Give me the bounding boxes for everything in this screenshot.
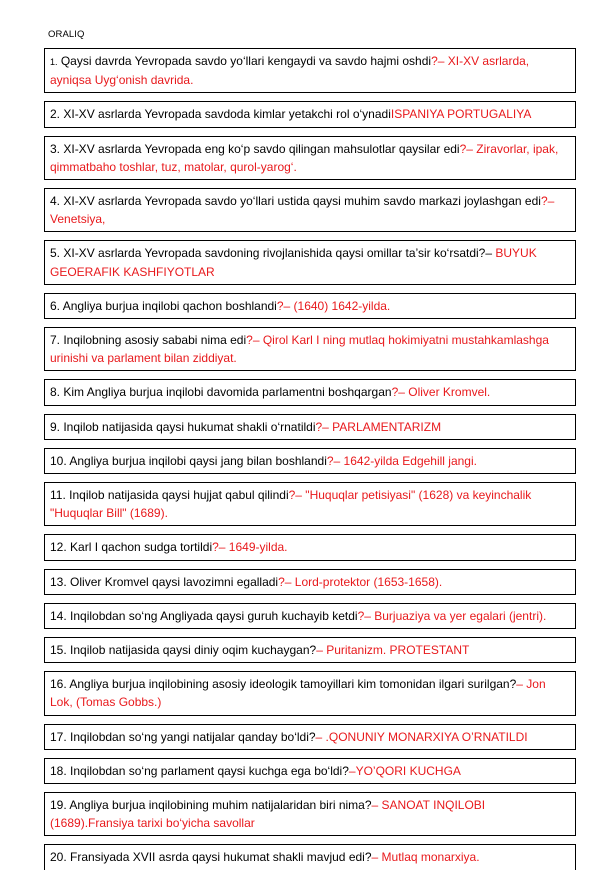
question-number: 7. (50, 333, 61, 348)
question-item (44, 792, 576, 836)
question-text: Karl I qachon sudga tortildi (66, 540, 213, 555)
question-text: Angliya burjua inqilobining muhim natijalaridan biri nima? (66, 798, 372, 813)
question-item (44, 637, 576, 663)
question-item (44, 844, 576, 869)
answer-text: ISPANIYA PORTUGALIYA (390, 107, 532, 122)
question-text: Inqilobning asosiy sababi nima edi (60, 333, 247, 348)
answer-text: – Puritanizm. PROTESTANT (316, 643, 470, 658)
question-number: 13. (50, 574, 67, 589)
question-item (44, 101, 576, 127)
question-text: Angliya burjua inqilobi qachon boshlandi (60, 298, 277, 313)
question-number: 9. (50, 419, 61, 434)
answer-text: ?– Burjuaziya va yer egalari (jentri). (357, 608, 547, 623)
question-text: Angliya burjua inqilobi qaysi jang bilan boshlandi (66, 453, 327, 468)
question-text: Angliya burjua inqilobining asosiy ideologik tamoyillari kim tomonidan ilgari surilgan? (66, 677, 517, 692)
question-number: 15. (50, 643, 67, 658)
answer-text: BUYUK GEOERAFIK KASHFIYOTLAR (50, 246, 537, 279)
answer-text: ?– PARLAMENTARIZM (315, 419, 442, 434)
question-text: Qaysi davrda Yevropada savdo yo‘llari kengaydi va savdo hajmi oshdi (57, 54, 432, 68)
question-number: 6. (50, 298, 61, 313)
question-number: 5. (50, 246, 61, 261)
question-number: 11. (50, 488, 66, 503)
answer-text: ?– 1649-yilda. (212, 540, 288, 555)
question-text: XI-XV asrlarda Yevropada savdoda kimlar yetakchi rol o‘ynadi (60, 107, 391, 122)
question-number: 14. (50, 608, 67, 623)
question-number: 17. (50, 729, 67, 744)
question-text: Inqilob natijasida qaysi diniy oqim kuchaygan? (66, 643, 317, 658)
answer-text: ?– Venetsiya, (50, 194, 555, 227)
answer-text: – Jon Lok, (Tomas Gobbs.) (50, 677, 546, 710)
question-text: Fransiyada XVII asrda qaysi hukumat shakli mavjud edi? (66, 850, 372, 865)
question-text: Inqilob natijasida qaysi hujjat qabul qilindi (65, 488, 289, 503)
question-text: Inqilob natijasida qaysi hukumat shakli o‘rnatildi (60, 419, 316, 434)
question-text: Inqilobdan so‘ng Angliyada qaysi guruh kuchayib ketdi (66, 608, 358, 623)
question-item (44, 758, 576, 784)
question-text: Inqilobdan so‘ng yangi natijalar qanday bo‘ldi? (66, 729, 316, 744)
question-item (44, 534, 576, 560)
question-item (44, 569, 576, 595)
question-item (44, 293, 576, 319)
question-item (44, 327, 576, 371)
answer-text: – Mutlaq monarxiya. (371, 850, 480, 865)
question-item (44, 448, 576, 474)
question-item (44, 379, 576, 405)
question-number: 4. (50, 194, 61, 209)
question-item (44, 482, 576, 526)
question-number: 12. (50, 540, 67, 555)
answer-text: ?– Qirol Karl I ning mutlaq hokimiyatni mustahkamlashga urinishi va parlament bilan ziddiyat. (50, 333, 549, 366)
question-item (44, 724, 576, 750)
question-item (44, 48, 576, 93)
question-text: Oliver Kromvel qaysi lavozimni egalladi (66, 574, 279, 589)
question-item (44, 136, 576, 180)
answer-text: ?– 1642-yilda Edgehill jangi. (326, 453, 477, 468)
answer-text: –YO’QORI KUCHGA (348, 763, 461, 778)
answer-text: ?– "Huquqlar petisiyasi" (1628) va keyinchalik "Huquqlar Bill" (1689). (50, 488, 532, 521)
question-text: XI-XV asrlarda Yevropada savdoning rivojlanishida qaysi omillar ta’sir ko‘rsatdi?– (60, 246, 496, 261)
question-item (44, 188, 576, 232)
question-number: 19. (50, 798, 67, 813)
question-number: 8. (50, 385, 61, 400)
answer-text: – SANOAT INQILOBI (1689).Fransiya tarixi bo‘yicha savollar (50, 798, 486, 831)
answer-text: – .QONUNIY MONARXIYA O’RNATILDI (315, 729, 528, 744)
question-item (44, 414, 576, 440)
question-item (44, 603, 576, 629)
question-number: 18. (50, 763, 67, 778)
answer-text: ?– (1640) 1642-yilda. (276, 298, 391, 313)
question-list (44, 48, 576, 878)
answer-text: ?– Ziravorlar, ipak, qimmatbaho toshlar, tuz, matolar, qurol-yarog‘. (50, 141, 559, 174)
answer-text: ?– XI-XV asrlarda, ayniqsa Uyg‘onish davrida. (50, 54, 530, 88)
question-text: Kim Angliya burjua inqilobi davomida parlamentni boshqargan (60, 385, 392, 400)
question-text: Inqilobdan so‘ng parlament qaysi kuchga ega bo‘ldi? (66, 763, 349, 778)
question-item (44, 671, 576, 715)
question-text: XI-XV asrlarda Yevropada eng ko‘p savdo qilingan mahsulotlar qaysilar edi (60, 141, 460, 156)
question-number: 10. (50, 453, 67, 468)
question-number: 1. (50, 57, 58, 67)
answer-text: ?– Oliver Kromvel. (391, 385, 491, 400)
question-number: 3. (50, 141, 61, 156)
question-text: XI-XV asrlarda Yevropada savdo yo‘llari ustida qaysi muhim savdo markazi joylashgan edi (60, 194, 541, 209)
question-number: 16. (50, 677, 67, 692)
question-number: 20. (50, 850, 67, 865)
answer-text: ?– Lord-protektor (1653-1658). (278, 574, 443, 589)
document-header: ORALIQ (48, 29, 85, 40)
question-item (44, 240, 576, 284)
question-number: 2. (50, 107, 61, 122)
